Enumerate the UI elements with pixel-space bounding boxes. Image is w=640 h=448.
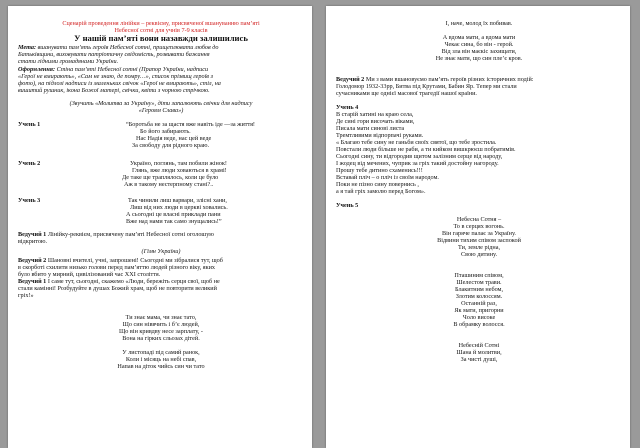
student-4-line: Сьогодні сину, ти відгородив щитом залізним серце від народу, xyxy=(336,153,503,160)
design-line-1: «Герої не вмирають», «Сам не знаю, де помру…», список прізвищ героїв з xyxy=(18,73,213,80)
poem-line: Небесна Сотня – xyxy=(456,216,502,223)
poem-line: Чоло високе xyxy=(462,314,496,321)
student-4-line: Поки не пізно сину повернись , xyxy=(336,181,419,188)
poem-line: Свою дитину. xyxy=(460,251,498,258)
student-2-line: Де таке ще траплялось, коли це було xyxy=(122,174,219,181)
poem-line: Не знає мати, що син пле’є кров. xyxy=(435,55,523,62)
poem-line: Пташиним співом, xyxy=(454,272,504,279)
student-1-line: Нас Надія веде, нас цей веде xyxy=(136,135,212,142)
student-1-line: За свободу для рідного краю. xyxy=(132,142,209,149)
stage-direction-1: (Звучить «Молитва за Україну», діти запалюють свічки для надпису xyxy=(69,100,253,107)
poem-line: У листопаді під самий ранок, xyxy=(122,349,200,356)
meta-label: Мета: xyxy=(18,44,37,51)
student-4-line: Писала мати синові листа xyxy=(336,125,405,132)
student-4-line: Де сині гори височать віками, xyxy=(336,118,415,125)
stage-direction-2: «Героям Слава») xyxy=(138,107,184,114)
presenter-2b-line-2: сучасниками ще однієї масової трагедії нашої країни. xyxy=(336,90,477,97)
meta-line-1: Батьківщини, виховувати патріотичну свідомість, розвивати бажання xyxy=(18,51,210,58)
student-1-line: “Боротьба не за щастя вже навіть іде —за життя! xyxy=(126,121,255,128)
presenter-2-line-0: Ведучий 2 Шановні вчителі, учні, запрошені! Сьогодні ми зібралися тут, щоб xyxy=(18,257,223,264)
poem-line: Він гаряче палає за Україну. xyxy=(442,230,516,237)
student-5-label: Учень 5 xyxy=(336,202,359,209)
student-2-line: Україно, поглянь, там побили жінок! xyxy=(130,160,227,167)
poem-line: Відвини тихим співом заспокой xyxy=(437,237,521,244)
poem-line: Напав на діток чийсь син чи тато xyxy=(117,363,205,370)
presenter-1b-line-2: гріх!» xyxy=(18,292,34,299)
poem-line: А вдома мати, а вдома мати xyxy=(442,34,516,41)
presenter-2-line-1: в скорботі схилити низько голови перед пам’яттю людей різного віку, яких xyxy=(18,264,216,271)
student-4-line: Тремтливими відпорпачі руками. xyxy=(336,132,424,139)
student-4-line: Вставай пліч – о пліч із своїм народом. xyxy=(336,174,439,181)
presenter-1-label: Ведучий 1 xyxy=(18,231,47,238)
presenter-2b-line-1: Голодомор 1932-33рр, Битва під Крутами, Бабин Яр. Тепер ми стали xyxy=(336,83,517,90)
poem-line: То в серцях вогонь. xyxy=(453,223,505,230)
presenter-1b-line-1: стали камінні! Розбудуйте в душах Божий храм, щоб не повторити великий xyxy=(18,285,217,292)
poem-line: Коли і місяць на небі спав, xyxy=(125,356,197,363)
student-3-line: Вже над нами так само знущались!” xyxy=(126,218,222,225)
student-1-line: Бо його забирають. xyxy=(140,128,191,135)
poem-line: Злотим колоссям. xyxy=(455,293,503,300)
student-4-line: І жодец від мечених, чуприк за гріх такий достойну нагороду. xyxy=(336,160,499,167)
student-3-label: Учень 3 xyxy=(18,197,41,204)
poem-line: Чекає сина, бо він - герой. xyxy=(444,41,514,48)
presenter-2b-label: Ведучий 2 xyxy=(336,76,365,83)
presenter-1-line-1: відкритою. xyxy=(18,238,48,245)
poem-line: За чисті душі, xyxy=(460,356,498,363)
anthem-note: (Гімн України) xyxy=(141,248,181,255)
meta-line-0: Мета: вшанувати пам’ять героїв Небесної сотні, прищеплювати любов до xyxy=(18,44,219,51)
student-3-line: Так чинили лиш варвари, злісні хани, xyxy=(128,197,227,204)
page-heading: У нашій пам’яті вони назавжди залишились xyxy=(74,33,248,43)
meta-line-2: стати гідними громадянами України. xyxy=(18,58,119,65)
title-line-1: Сценарій проведення лінійки – реквієму, присвяченої вшануванню пам’яті xyxy=(62,20,260,27)
presenter-2b-line-0: Ведучий 2 Ми з вами вшановуємо пам’ять героїв різних історичних подій: xyxy=(336,76,534,83)
poem-line: Ти, земле рідна, xyxy=(457,244,501,251)
student-3-line: А сьогодні це власні приклади пани xyxy=(126,211,221,218)
student-2-line: Аж в такому нестерпному стані?.. xyxy=(124,181,214,188)
poem-line: Що син ніввчить і б’є людей, xyxy=(122,321,200,328)
poem-line: Від зла він маєкіс захищати, xyxy=(441,48,517,55)
student-4-label: Учень 4 xyxy=(336,104,359,111)
poem-line: Як мати, пригорни xyxy=(454,307,504,314)
student-4-line: Повстали люди більше не раби, а ти кийком вишкрюєш побратимів. xyxy=(336,146,516,153)
student-4-line: Прошу тебе дитино схаменись!!! xyxy=(336,167,423,174)
poem-line: Останній раз, xyxy=(461,300,497,307)
poem-line: Ти знає мама, чи знає тато, xyxy=(125,314,197,321)
title-line-2: Небесної сотні для учнів 7-9 класів xyxy=(114,27,208,34)
document-page-right xyxy=(326,6,630,448)
poem-line: Що він кривдву несе зарплату, - xyxy=(119,328,203,335)
student-2-label: Учень 2 xyxy=(18,160,41,167)
poem-line: І, наче, молод їх побивав. xyxy=(445,20,513,27)
design-line-3: вишитий рушник, ікона Божої матері, свічки, квіти з чорною стрічкою. xyxy=(18,87,210,94)
student-4-line: В старій хатині на краю села, xyxy=(336,111,414,118)
design-line-2: фото), на підлозі надписи із маленьких свічок «Герої не вмирають», стіл, на xyxy=(18,80,221,87)
design-line-0: Оформлення: Стіна пам’яті Небесної сотні (Прапор України, надписи xyxy=(18,66,209,73)
poem-line: Небесній Сотні xyxy=(458,342,500,349)
poem-line: В обрамку волосся. xyxy=(453,321,505,328)
poem-line: Шелестом трави. xyxy=(456,279,502,286)
document-page-left xyxy=(8,6,312,448)
presenter-2-line-2: було вбито у мирний, цивілізований час XXI століття. xyxy=(18,271,161,278)
student-2-line: Глянь, вже люди ховаються в храмі! xyxy=(132,167,227,174)
presenter-1b-line-0: Ведучий 1 І саме тут, сьогодні, скажемо «Люди, бережіть серця свої, щоб не xyxy=(18,278,220,285)
presenter-2-label: Ведучий 2 xyxy=(18,257,47,264)
poem-line: Блакитним небом, xyxy=(454,286,504,293)
student-3-line: Лиш від них люди в церкві ховались. xyxy=(130,204,228,211)
poem-line: Вона на гірких сльозах дітей. xyxy=(122,335,200,342)
student-4-line: « Благаю тебе сину не ганьби своїх святої, що тебе зростила. xyxy=(336,139,497,146)
presenter-1b-label: Ведучий 1 xyxy=(18,278,47,285)
design-label: Оформлення: xyxy=(18,66,56,73)
student-4-line: а я тай гріх замолю перед Богом». xyxy=(336,188,426,195)
student-1-label: Учень 1 xyxy=(18,121,41,128)
presenter-1-line-0: Ведучий 1 Лінійку-реквієм, присвячену пам’яті Небесної сотні оголошую xyxy=(18,231,214,238)
poem-line: Шана й молитви, xyxy=(456,349,502,356)
